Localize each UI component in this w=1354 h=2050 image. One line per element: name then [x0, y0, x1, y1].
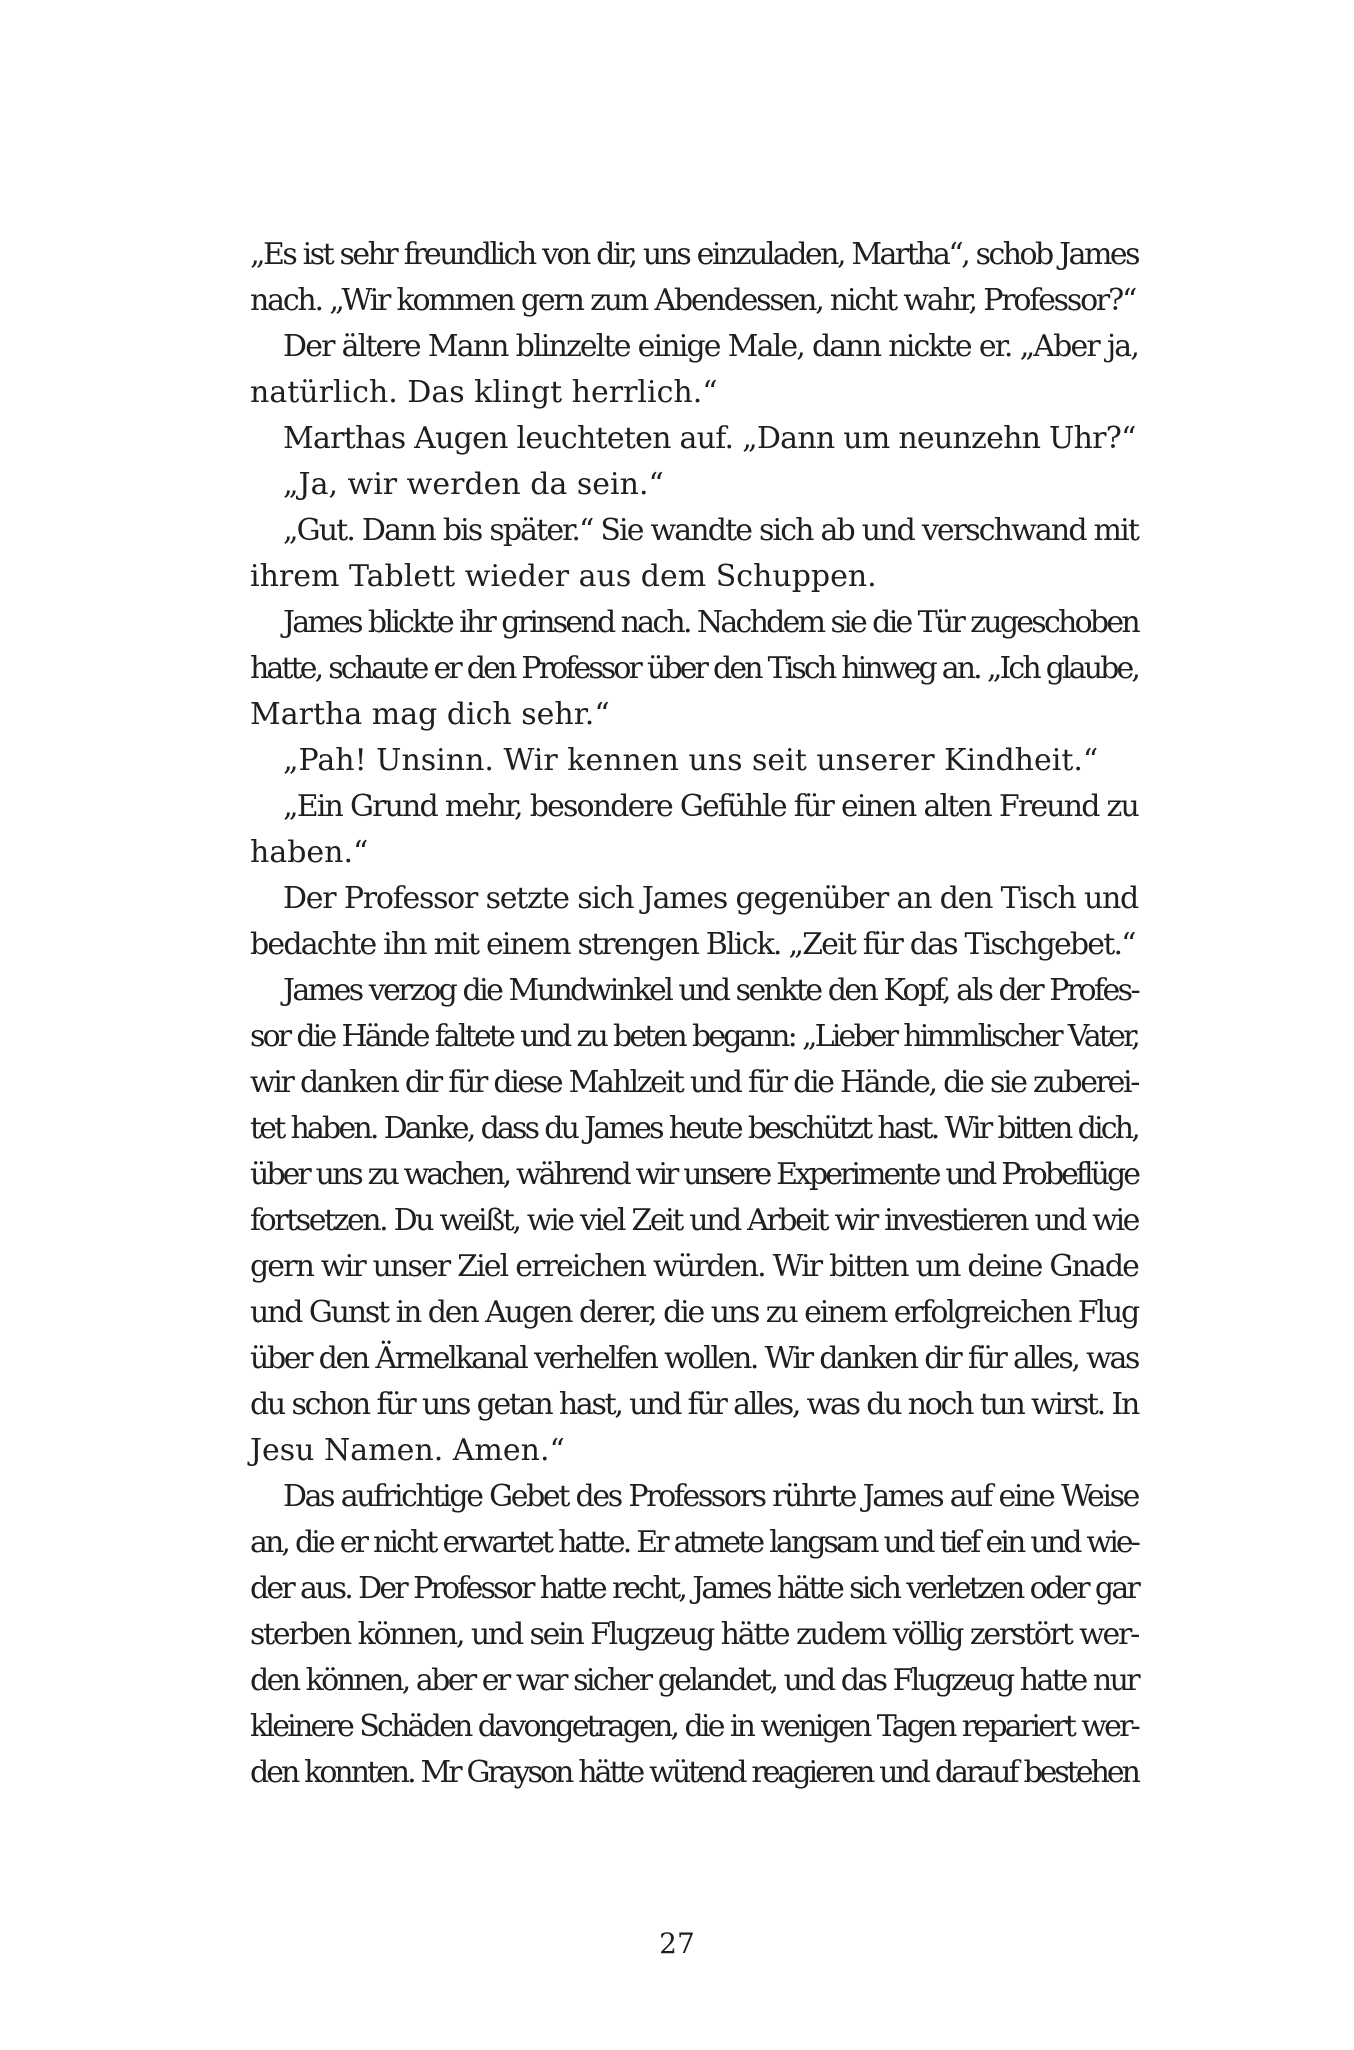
text-line: James verzog die Mundwinkel und senkte den Kopf, als der Profes- [283, 973, 1138, 1008]
text-line: Der Professor setzte sich James gegenüber an den Tisch und [283, 881, 1138, 916]
text-line: der aus. Der Professor hatte recht, James hätte sich verletzen oder gar [250, 1571, 1138, 1606]
text-line: über uns zu wachen, während wir unsere Experimente und Probeflüge [250, 1157, 1138, 1192]
paragraph [250, 1474, 1138, 1796]
text-line: fortsetzen. Du weißt, wie viel Zeit und Arbeit wir investieren und wie [250, 1203, 1138, 1238]
text-line: Der ältere Mann blinzelte einige Male, dann nickte er. „Aber ja, [283, 329, 1138, 364]
paragraph [250, 416, 1138, 462]
paragraph [250, 876, 1138, 968]
text-line: und Gunst in den Augen derer, die uns zu einem erfolgreichen Flug [250, 1295, 1138, 1330]
text-line: an, die er nicht erwartet hatte. Er atmete langsam und tief ein und wie- [250, 1525, 1138, 1560]
paragraph [250, 600, 1138, 738]
paragraph [250, 738, 1138, 784]
text-line: James blickte ihr grinsend nach. Nachdem sie die Tür zugeschoben [283, 605, 1138, 640]
paragraph [250, 232, 1138, 324]
paragraph [250, 784, 1138, 876]
text-line: sterben können, und sein Flugzeug hätte zudem völlig zerstört wer- [250, 1617, 1138, 1652]
text-line: bedachte ihn mit einem strengen Blick. „Zeit für das Tischgebet.“ [250, 927, 1135, 962]
text-line: natürlich. Das klingt herrlich.“ [250, 375, 718, 410]
text-line: den können, aber er war sicher gelandet, und das Flugzeug hatte nur [250, 1663, 1138, 1698]
text-line: „Ein Grund mehr, besondere Gefühle für einen alten Freund zu [283, 789, 1138, 824]
paragraph [250, 462, 1138, 508]
text-line: den konnten. Mr Grayson hätte wütend reagieren und darauf bestehen [250, 1755, 1138, 1790]
page-number: 27 [659, 1927, 695, 1960]
text-line: Das aufrichtige Gebet des Professors rührte James auf eine Weise [283, 1479, 1138, 1514]
text-line: „Gut. Dann bis später.“ Sie wandte sich ab und verschwand mit [283, 513, 1138, 548]
text-line: wir danken dir für diese Mahlzeit und für die Hände, die sie zuberei- [250, 1065, 1138, 1100]
text-line: „Ja, wir werden da sein.“ [283, 467, 664, 502]
text-line: Marthas Augen leuchteten auf. „Dann um neunzehn Uhr?“ [283, 421, 1136, 456]
text-line: hatte, schaute er den Professor über den Tisch hinweg an. „Ich glaube, [250, 651, 1138, 686]
text-line: „Pah! Unsinn. Wir kennen uns seit unserer Kindheit.“ [283, 743, 1099, 778]
text-line: tet haben. Danke, dass du James heute beschützt hast. Wir bitten dich, [250, 1111, 1138, 1146]
text-line: du schon für uns getan hast, und für alles, was du noch tun wirst. In [250, 1387, 1138, 1422]
paragraph [250, 508, 1138, 600]
text-line: sor die Hände faltete und zu beten begann: „Lieber himmlischer Vater, [250, 1019, 1138, 1054]
text-line: „Es ist sehr freundlich von dir, uns einzuladen, Martha“, schob James [250, 237, 1138, 272]
text-line: über den Ärmelkanal verhelfen wollen. Wir danken dir für alles, was [250, 1341, 1138, 1376]
text-line: Martha mag dich sehr.“ [250, 697, 610, 732]
text-line: Jesu Namen. Amen.“ [250, 1433, 565, 1468]
text-line: ihrem Tablett wieder aus dem Schuppen. [250, 559, 877, 594]
paragraph [250, 324, 1138, 416]
text-line: nach. „Wir kommen gern zum Abendessen, nicht wahr, Professor?“ [250, 283, 1136, 318]
paragraph [250, 968, 1138, 1474]
body-text [250, 232, 1138, 1796]
text-line: kleinere Schäden davongetragen, die in wenigen Tagen repariert wer- [250, 1709, 1138, 1744]
text-line: haben.“ [250, 835, 369, 870]
text-line: gern wir unser Ziel erreichen würden. Wir bitten um deine Gnade [250, 1249, 1138, 1284]
